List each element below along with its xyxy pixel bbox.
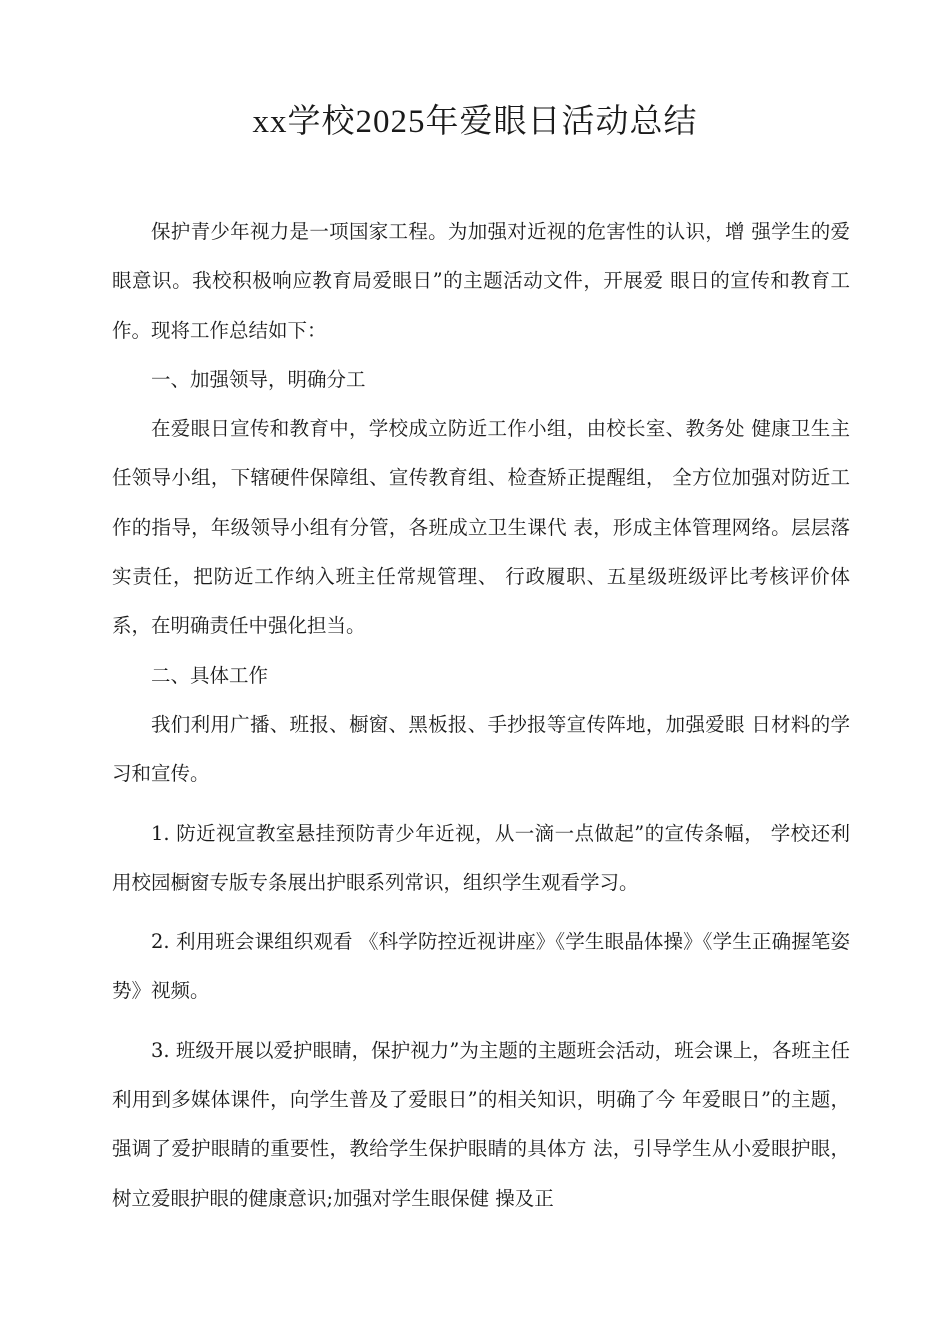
document-body xyxy=(112,207,850,1223)
section-heading-specific-work: 二、具体工作 xyxy=(151,663,269,687)
paragraph-intro: 保护青少年视力是一项国家工程。为加强对近视的危害性的认识，增 强学生的爱眼意识。我校积极响应教育局爱眼日”的主题活动文件，开展爱 眼日的宣传和教育工作。现将工作总结如下： xyxy=(112,220,850,342)
list-item-1: 1. 防近视宣教室悬挂预防青少年近视，从一滴一点做起”的宣传条幅， 学校还利用校园橱窗专版专条展出护眼系列常识，组织学生观看学习。 xyxy=(112,821,850,894)
list-item-3: 3. 班级开展以爱护眼睛，保护视力”为主题的主题班会活动，班会课上，各班主任利用到多媒体课件，向学生普及了爱眼日”的相关知识，明确了今 年爱眼日”的主题，强调了爱护眼睛的重要性，教给学生保护眼睛的具体方 法，引导学生从小爱眼护眼，树立爱眼护眼的健康意识;加强对学生眼保健 操及正 xyxy=(112,1038,850,1210)
paragraph-leadership: 在爱眼日宣传和教育中，学校成立防近工作小组，由校长室、教务处 健康卫生主任领导小组，下辖硬件保障组、宣传教育组、检查矫正提醒组， 全方位加强对防近工作的指导，年级领导小组有分管，各班成立卫生课代 表，形成主体管理网络。层层落实责任，把防近工作纳入班主任常规管理、 行政履职、五星级班级评比考核评价体系，在明确责任中强化担当。 xyxy=(112,417,850,638)
document-title: xx学校2025年爱眼日活动总结 xyxy=(252,104,698,140)
section-heading-leadership: 一、加强领导，明确分工 xyxy=(151,367,366,391)
list-item-2: 2. 利用班会课组织观看 《科学防控近视讲座》《学生眼晶体操》《学生正确握笔姿势》视频。 xyxy=(112,930,850,1003)
paragraph-publicity: 我们利用广播、班报、橱窗、黑板报、手抄报等宣传阵地，加强爱眼 日材料的学习和宣传。 xyxy=(112,712,850,786)
